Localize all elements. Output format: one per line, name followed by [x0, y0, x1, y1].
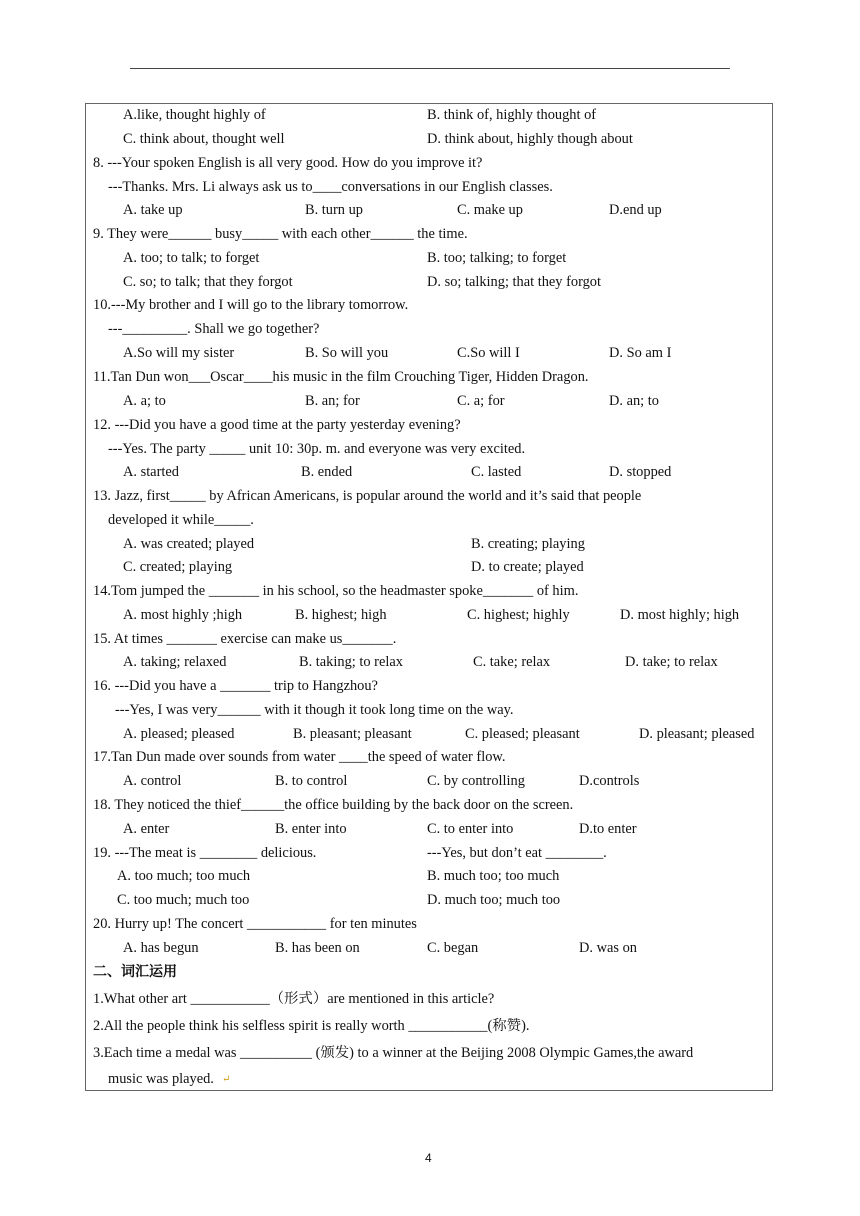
text-line: 9. They were______ busy_____ with each other______ the time. [93, 226, 468, 242]
text-line: 16. ---Did you have a _______ trip to Hangzhou? [93, 678, 378, 694]
text-line: ---_________. Shall we go together? [108, 321, 320, 337]
text-line: C. too much; much too [117, 892, 250, 908]
text-line: D. pleasant; pleased [639, 726, 755, 742]
text-line: B. has been on [275, 940, 360, 956]
text-line: 8. ---Your spoken English is all very good. How do you improve it? [93, 155, 483, 171]
text-line: B. So will you [305, 345, 389, 361]
text-line: B. ended [301, 464, 353, 480]
text-line: 19. ---The meat is ________ delicious. [93, 845, 317, 861]
text-line: A. a; to [123, 393, 166, 409]
text-line: 11.Tan Dun won___Oscar____his music in the film Crouching Tiger, Hidden Dragon. [93, 369, 589, 385]
text-line: A.So will my sister [123, 345, 235, 361]
text-line: A. most highly ;high [123, 607, 243, 623]
text-line: D.controls [579, 773, 640, 789]
text-line: 1.What other art ___________（形式）are mentioned in this article? [93, 991, 495, 1007]
text-line: 2.All the people think his selfless spirit is really worth ___________(称赞). [93, 1018, 530, 1034]
text-line: music was played. [108, 1071, 214, 1087]
text-line: D.end up [609, 202, 662, 218]
text-line: developed it while_____. [108, 512, 254, 528]
text-line: A. too; to talk; to forget [123, 250, 260, 266]
text-line: C. lasted [471, 464, 522, 480]
text-line: D. so; talking; that they forgot [427, 274, 602, 290]
text-line: C. created; playing [123, 559, 233, 575]
text-line: D. an; to [609, 393, 659, 409]
text-line: B. highest; high [295, 607, 387, 623]
text-line: C. make up [457, 202, 523, 218]
text-line: A. started [123, 464, 179, 480]
text-line: D. think about, highly though about [427, 131, 633, 147]
text-line: D. take; to relax [625, 654, 718, 670]
text-line: B. too; talking; to forget [427, 250, 567, 266]
text-line: C. pleased; pleasant [465, 726, 580, 742]
text-line: ---Yes, I was very______ with it though it took long time on the way. [115, 702, 514, 718]
text-line: C. think about, thought well [123, 131, 285, 147]
text-line: ---Yes, but don’t eat ________. [427, 845, 607, 861]
text-line: C. began [427, 940, 479, 956]
text-line: 17.Tan Dun made over sounds from water ____the speed of water flow. [93, 749, 506, 765]
text-line: 3.Each time a medal was __________ (颁发) to a winner at the Beijing 2008 Olympic Games,the award [93, 1045, 694, 1061]
text-line: B. pleasant; pleasant [293, 726, 412, 742]
text-line: D.to enter [579, 821, 637, 837]
text-line: B. to control [275, 773, 348, 789]
text-line: 12. ---Did you have a good time at the party yesterday evening? [93, 417, 461, 433]
text-line: D. much too; much too [427, 892, 561, 908]
header-rule [130, 68, 730, 69]
text-line: B. taking; to relax [299, 654, 403, 670]
text-line: B. enter into [275, 821, 347, 837]
text-line: B. turn up [305, 202, 363, 218]
text-line: 20. Hurry up! The concert ___________ for ten minutes [93, 916, 417, 932]
text-line: A. too much; too much [117, 868, 251, 884]
text-line: A. was created; played [123, 536, 255, 552]
text-line: B. an; for [305, 393, 360, 409]
text-line: C. highest; highly [467, 607, 570, 623]
text-line: C. a; for [457, 393, 505, 409]
text-line: A. control [123, 773, 182, 789]
anchor-mark: ↵ [222, 1074, 231, 1085]
text-line: 13. Jazz, first_____ by African Americans, is popular around the world and it’s said that people [93, 488, 642, 504]
text-line: 14.Tom jumped the _______ in his school, so the headmaster spoke_______ of him. [93, 583, 579, 599]
text-line: C. so; to talk; that they forgot [123, 274, 293, 290]
text-line: ---Yes. The party _____ unit 10: 30p. m. and everyone was very excited. [108, 441, 526, 457]
text-line: D. most highly; high [620, 607, 740, 623]
text-line: D. was on [579, 940, 637, 956]
text-line: C. by controlling [427, 773, 525, 789]
text-line: D. to create; played [471, 559, 584, 575]
text-line: A. enter [123, 821, 170, 837]
section-heading: 二、词汇运用 [93, 964, 177, 980]
text-line: C. to enter into [427, 821, 514, 837]
text-line: B. think of, highly thought of [427, 107, 597, 123]
text-line: A. taking; relaxed [123, 654, 227, 670]
text-line: A. take up [123, 202, 183, 218]
text-line: D. stopped [609, 464, 672, 480]
text-line: D. So am I [609, 345, 672, 361]
text-line: A. has begun [123, 940, 199, 956]
text-line: C. take; relax [473, 654, 551, 670]
text-line: B. much too; too much [427, 868, 560, 884]
text-line: ---Thanks. Mrs. Li always ask us to____conversations in our English classes. [108, 179, 553, 195]
text-line: 10.---My brother and I will go to the library tomorrow. [93, 297, 409, 313]
text-line: B. creating; playing [471, 536, 585, 552]
text-line: C.So will I [457, 345, 520, 361]
text-line: 15. At times _______ exercise can make us_______. [93, 631, 397, 647]
text-line: A.like, thought highly of [123, 107, 266, 123]
page-number: 4 [425, 1151, 432, 1165]
text-line: 18. They noticed the thief______the office building by the back door on the screen. [93, 797, 574, 813]
text-line: A. pleased; pleased [123, 726, 235, 742]
